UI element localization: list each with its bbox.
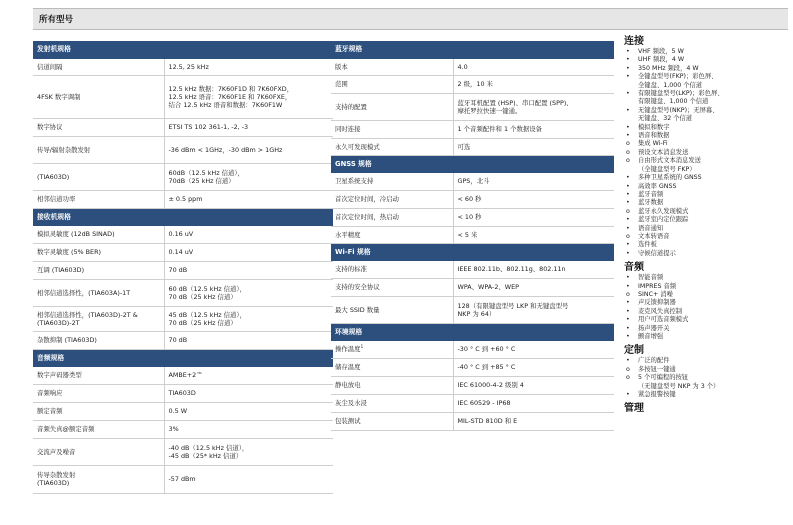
spec-label: 数字声码器类型 [33,366,164,384]
spec-label: 音频失真@额定音频 [33,420,164,438]
spec-row [33,384,333,402]
feature-text: 多按钮一键通 [638,365,676,373]
feature-text: 预设文本消息发送 [638,148,689,156]
bullet-icon: • [626,316,630,324]
hollow-bullet-icon: o [626,140,630,148]
spec-label: 最大 SSID 数量 [331,296,453,323]
feature-text: 智能音频 [638,274,664,282]
feature-text: 模拟和数字 [638,123,670,131]
bullet-icon: • [626,48,630,55]
feature-item [624,333,792,341]
spec-label: 互调 (TIA603D) [33,261,164,279]
spec-value: 0.16 uV [164,225,333,243]
feature-item [624,391,792,399]
bullet-icon: • [626,249,630,257]
spec-value: MIL-STD 810D 和 E [453,412,614,430]
spec-label: 静电放电 [331,376,453,394]
bullet-icon: • [626,199,630,207]
hollow-bullet-icon: o [626,290,630,298]
bullet-icon: • [626,299,630,307]
spec-row [33,261,333,279]
spec-row [33,225,333,243]
spec-value: 3% [164,420,333,438]
feature-text: VHF 频段，5 W [638,48,684,55]
bullet-icon: • [626,216,630,224]
spec-value: IEC 60529 - IP68 [453,394,614,412]
feature-item [624,124,792,132]
spec-row [331,278,614,296]
spec-value: 70 dB [164,331,333,349]
bullet-icon: • [626,333,630,340]
spec-label: 储存温度 [331,358,453,376]
bullet-icon: • [626,391,630,399]
bullet-icon: • [626,106,630,114]
feature-text: 5 个可编程的按钮 （无键盘型号 NKP 为 3 个） [638,374,720,390]
feature-item [624,199,792,207]
feature-item [624,157,792,174]
spec-value: 可选 [453,138,614,155]
spec-value: < 10 秒 [453,208,614,226]
spec-value: -36 dBm < 1GHz，-30 dBm > 1GHz [164,136,333,163]
feature-section-title: 管理 [624,403,644,415]
bullet-icon: • [626,174,630,182]
feature-text: 用户可选音频模式 [638,316,689,324]
spec-row [331,340,614,358]
feature-item [624,308,792,316]
feature-text: 蓝牙永久发现模式 [638,207,689,215]
feature-item [624,90,792,107]
feature-item [624,183,792,191]
feature-section-title: 音频 [624,262,644,274]
spec-label: 相邻信道选择性，(TIA603A)-1T [33,279,164,306]
spec-value: 45 dB（12.5 kHz 信道）， 70 dB（25 kHz 信道） [164,306,333,331]
spec-row [331,93,614,120]
bullet-icon: • [626,282,630,290]
spec-value: -40 ° C 到 +85 ° C [453,358,614,376]
spec-row [331,226,614,243]
section-header-label: 环境规格 [331,323,614,340]
spec-label: 相邻信道功率 [33,190,164,208]
spec-row [331,190,614,208]
feature-item [624,274,792,282]
spec-label: 交流声及噪音 [33,438,164,465]
feature-text: 350 MHz 频段，4 W [638,64,699,72]
spec-value: 0.5 W [164,402,333,420]
spec-row [33,465,333,493]
section-header [331,41,614,58]
spec-label: (TIA603D) [33,163,164,190]
spec-label: 支持的安全协议 [331,278,453,296]
page-title: 所有型号 [39,15,74,25]
page-title-bar [33,8,788,30]
spec-value: GPS，北斗 [453,172,614,190]
spec-row [33,279,333,306]
spec-value: 蓝牙耳机配置 (HSP)、串口配置 (SPP)、 摩托罗拉快速一键通。 [453,93,614,120]
spec-value: 70 dB [164,261,333,279]
spec-row [33,331,333,349]
spec-value: WPA、WPA-2、WEP [453,278,614,296]
spec-value: 2 级，10 米 [453,75,614,93]
feature-item [624,250,792,258]
spec-value: 128（有限键盘型号 LKP 和无键盘型号 NKP 为 64） [453,296,614,323]
spec-row [331,296,614,323]
feature-section-title: 连接 [624,36,644,47]
spec-row [331,75,614,93]
bullet-icon: • [626,56,630,64]
spec-value: < 5 米 [453,226,614,243]
spec-label: 数字协议 [33,118,164,136]
spec-value: 1 个音频配件和 1 个数据设备 [453,120,614,138]
spec-row [33,58,333,75]
feature-item [624,357,792,365]
hollow-bullet-icon: o [626,157,630,165]
spec-label: 传导杂散发射 (TIA603D) [33,465,164,493]
hollow-bullet-icon: o [626,374,630,382]
section-header-label: GNSS 规格 [331,155,614,172]
spec-row [33,136,333,163]
spec-value: -30 ° C 到 +60 ° C [453,340,614,358]
spec-label: 范围 [331,75,453,93]
bullet-icon: • [626,90,630,98]
feature-text: 自由形式文本消息发送 （全键盘型号 FKP） [638,157,701,173]
feature-text: 紧急报警按键 [638,391,676,399]
feature-list-column [624,36,792,419]
spec-label: 灰尘及水浸 [331,394,453,412]
feature-item [624,56,792,64]
feature-text: 多种卫星系统的 GNSS [638,174,702,182]
spec-label: 包装测试 [331,412,453,430]
spec-label: 首次定位时间，冷启动 [331,190,453,208]
hollow-bullet-icon: o [626,207,630,215]
bullet-icon: • [626,324,630,332]
spec-label: 模拟灵敏度 (12dB SINAD) [33,225,164,243]
spec-label: 数字灵敏度 (5% BER) [33,243,164,261]
feature-text: 集成 Wi-Fi [638,140,668,148]
section-header-label: 接收机规格 [33,208,333,225]
spec-value: ETSI TS 102 361-1, -2, -3 [164,118,333,136]
spec-row [331,394,614,412]
feature-item [624,174,792,182]
spec-row [33,163,333,190]
section-header [33,208,333,225]
spec-value: 60 dB（12.5 kHz 信道）， 70 dB（25 kHz 信道） [164,279,333,306]
feature-text: IMPRES 音频 [638,282,677,290]
spec-row [33,420,333,438]
section-header [33,41,333,58]
feature-item [624,374,792,391]
section-header-label: 发射机规格 [33,41,333,58]
spec-row [331,412,614,430]
spec-row [331,208,614,226]
spec-row [331,172,614,190]
spec-row [331,376,614,394]
spec-row [33,438,333,465]
feature-text: 文本转语音 [638,232,670,240]
bullet-icon: • [626,123,630,131]
feature-text: 扬声器开关 [638,324,670,332]
spec-label: 杂散抑制 (TIA603D) [33,331,164,349]
feature-item [624,216,792,224]
spec-row [33,118,333,136]
spec-label: 信道间隔 [33,58,164,75]
feature-text: 全键盘型号(FKP)；彩色屏、 全键盘、1,000 个信道 [638,73,718,89]
feature-text: UHF 频段，4 W [638,56,685,64]
feature-text: 守候信道提示 [638,249,676,257]
bullet-icon: • [626,307,630,315]
spec-label: 支持的配置 [331,93,453,120]
spec-value: 12.5 kHz 数据：7K60F1D 和 7K60FXD， 12.5 kHz 语音：7K60F1E 和 7K60FXE， 结合 12.5 kHz 语音和数据：7K60F1W [164,75,333,118]
feature-item [624,366,792,374]
feature-text: 蓝牙音频 [638,190,664,198]
bullet-icon: • [626,274,630,282]
spec-label: 水平精度 [331,226,453,243]
spec-label: 同时连接 [331,120,453,138]
bullet-icon: • [626,241,630,249]
feature-text: 语音和数据 [638,132,670,140]
feature-item [624,225,792,233]
spec-value: 4.0 [453,58,614,75]
feature-text: 选件板 [638,241,657,249]
feature-item [624,208,792,216]
hollow-bullet-icon: o [626,365,630,373]
section-header-label: 音频规格 [33,349,333,366]
section-header [33,349,333,366]
section-header [331,243,614,260]
feature-text: 蓝牙数据 [638,199,664,207]
spec-label: 音频响应 [33,384,164,402]
feature-list [624,48,792,258]
bluetooth-gnss-wifi-environment-spec-table [331,41,614,431]
spec-label: 额定音频 [33,402,164,420]
spec-label: 传导/辐射杂散发射 [33,136,164,163]
spec-value: 60dB（12.5 kHz 信道）， 70dB（25 kHz 信道） [164,163,333,190]
bullet-icon: • [626,357,630,365]
spec-label: 永久可发现模式 [331,138,453,155]
section-header [331,323,614,340]
feature-item [624,325,792,333]
feature-item [624,65,792,73]
feature-text: SINC+ 消噪 [638,290,673,298]
feature-section-title: 定制 [624,345,644,357]
spec-row [331,358,614,376]
spec-row [33,402,333,420]
feature-text: 蓝牙室内定位跟踪 [638,216,689,224]
spec-label: 首次定位时间，热启动 [331,208,453,226]
feature-list [624,274,792,341]
feature-text: 无键盘型号(NKP)；无屏幕、 无键盘、32 个信道 [638,106,719,123]
spec-value: ± 0.5 ppm [164,190,333,208]
feature-item [624,283,792,291]
spec-row [33,306,333,331]
feature-text: 颤音增强 [638,333,664,340]
spec-label: 操作温度$^1$ [331,340,453,358]
feature-text: 声反馈抑制器 [638,299,676,307]
feature-list [624,357,792,399]
spec-row [33,366,333,384]
feature-item [624,107,792,124]
feature-item [624,316,792,324]
feature-text: 有限键盘型号(LKP)；彩色屏、 有限键盘、1,000 个信道 [638,90,724,106]
spec-row [33,75,333,118]
bullet-icon: • [626,73,630,81]
spec-label: 相邻信道选择性，(TIA603D)-2T & (TIA603D)-2T [33,306,164,331]
hollow-bullet-icon: o [626,148,630,156]
spec-value: -57 dBm [164,465,333,493]
feature-item [624,241,792,249]
bullet-icon: • [626,190,630,198]
feature-text: 高效率 GNSS [638,182,677,190]
spec-label: 卫星系统支持 [331,172,453,190]
feature-item [624,73,792,90]
spec-value: 12.5, 25 kHz [164,58,333,75]
bullet-icon: • [626,224,630,232]
spec-label: 版本 [331,58,453,75]
feature-text: 麦克风失真控制 [638,307,683,315]
section-header-label: Wi-Fi 规格 [331,243,614,260]
spec-label: 4FSK 数字调制 [33,75,164,118]
spec-row [331,260,614,278]
footnote-marker: 1 [360,343,364,349]
section-header [331,155,614,172]
bullet-icon: • [626,182,630,190]
feature-text: 语音通知 [638,224,664,232]
spec-row [331,58,614,75]
spec-value: -40 dB（12.5 kHz 信道）， -45 dB（25* kHz 信道） [164,438,333,465]
spec-row [331,138,614,155]
spec-value: IEC 61000-4-2 级别 4 [453,376,614,394]
spec-row [331,120,614,138]
bullet-icon: • [626,64,630,72]
transmitter-receiver-audio-spec-table [33,41,333,494]
spec-value: 0.14 uV [164,243,333,261]
feature-item [624,140,792,148]
spec-row [33,243,333,261]
spec-value: < 60 秒 [453,190,614,208]
section-header-label: 蓝牙规格 [331,41,614,58]
feature-item [624,299,792,307]
spec-row [33,190,333,208]
spec-value: TIA603D [164,384,333,402]
bullet-icon: • [626,132,630,140]
spec-value: IEEE 802.11b、802.11g、802.11n [453,260,614,278]
hollow-bullet-icon: o [626,232,630,240]
spec-value: AMBE+2™ [164,366,333,384]
feature-text: 广泛的配件 [638,357,670,365]
spec-label: 支持的标准 [331,260,453,278]
